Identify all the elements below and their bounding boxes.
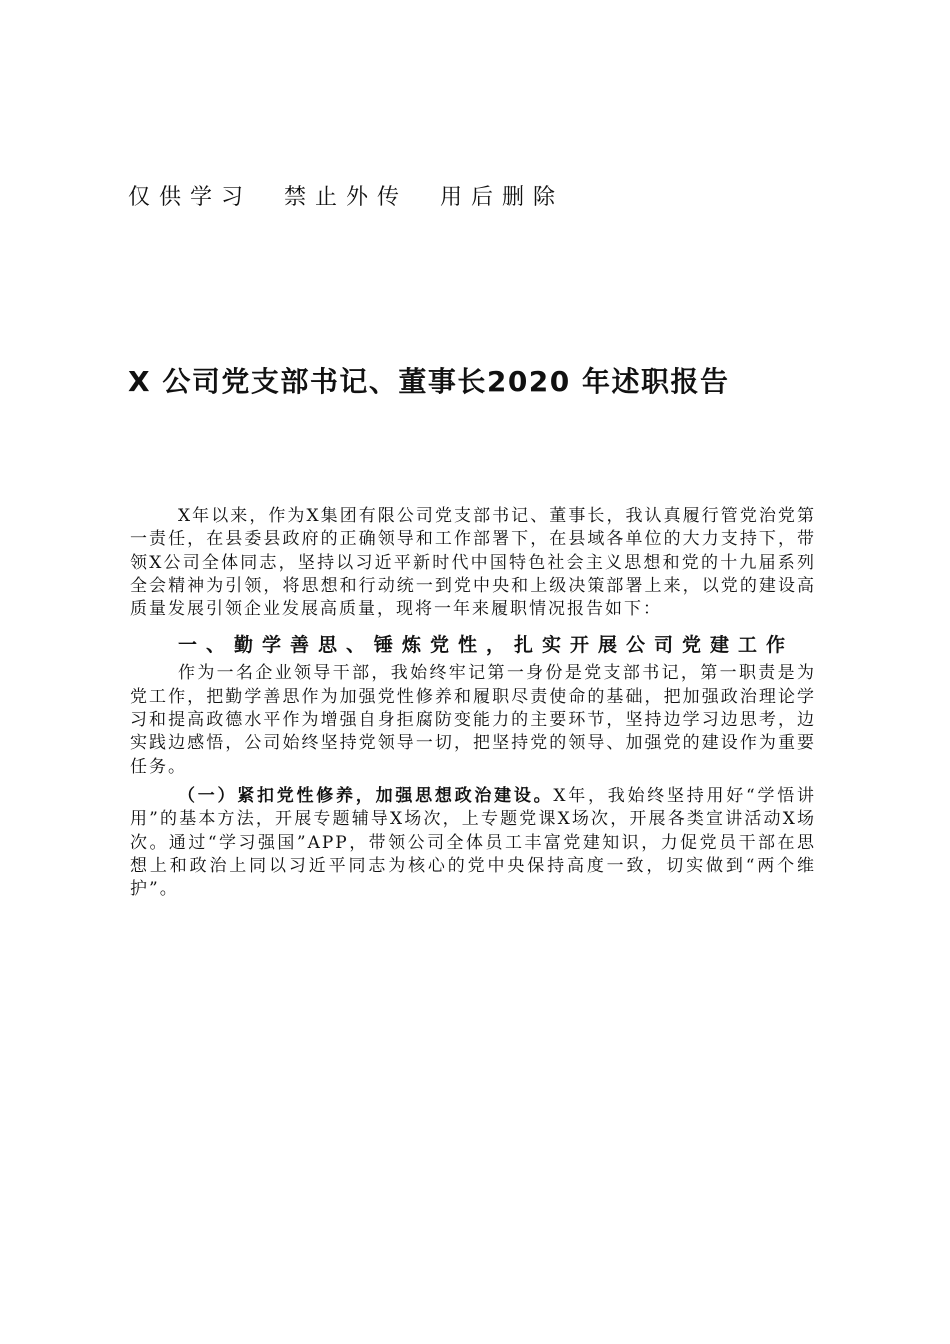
intro-paragraph: X年以来，作为X集团有限公司党支部书记、董事长，我认真履行管党治党第一责任，在县委县政府的正确领导和工作部署下，在县域各单位的大力支持下，带领X公司全体同志，坚持以习近平新时代中国特色社会主义思想和党的十九届系列全会精神为引领，将思想和行动统一到党中央和上级决策部署上来，以党的建设高质量发展引领企业发展高质量，现将一年来履职情况报告如下： [130,506,816,620]
confidentiality-notice: 仅供学习 禁止外传 用后删除 [128,185,564,210]
section-1-paragraph: 作为一名企业领导干部，我始终牢记第一身份是党支部书记，第一职责是为党工作，把勤学善思作为加强党性修养和履职尽责使命的基础，把加强政治理论学习和提高政德水平作为增强自身拒腐防变能力的主要环节，坚持边学习边思考，边实践边感悟，公司始终坚持党领导一切，把坚持党的领导、加强党的建设作为重要任务。 [130,663,816,777]
subsection-1-heading: （一）紧扣党性修养，加强思想政治建设。 [178,785,554,806]
document-title: X 公司党支部书记、董事长2020 年述职报告 [128,365,730,398]
subsection-1-paragraph [130,785,816,901]
section-1-heading: 一、勤学善思、锤炼党性，扎实开展公司党建工作 [178,634,795,657]
document-body [130,505,816,901]
subsection-1-body: X年，我始终坚持用好“学悟讲用”的基本方法，开展专题辅导X场次，上专题党课X场次，开展各类宣讲活动X场次。通过“学习强国”APP，带领公司全体员工丰富党建知识，力促党员干部在思想上和政治上同以习近平同志为核心的党中央保持高度一致，切实做到“两个维护”。 [130,785,817,900]
